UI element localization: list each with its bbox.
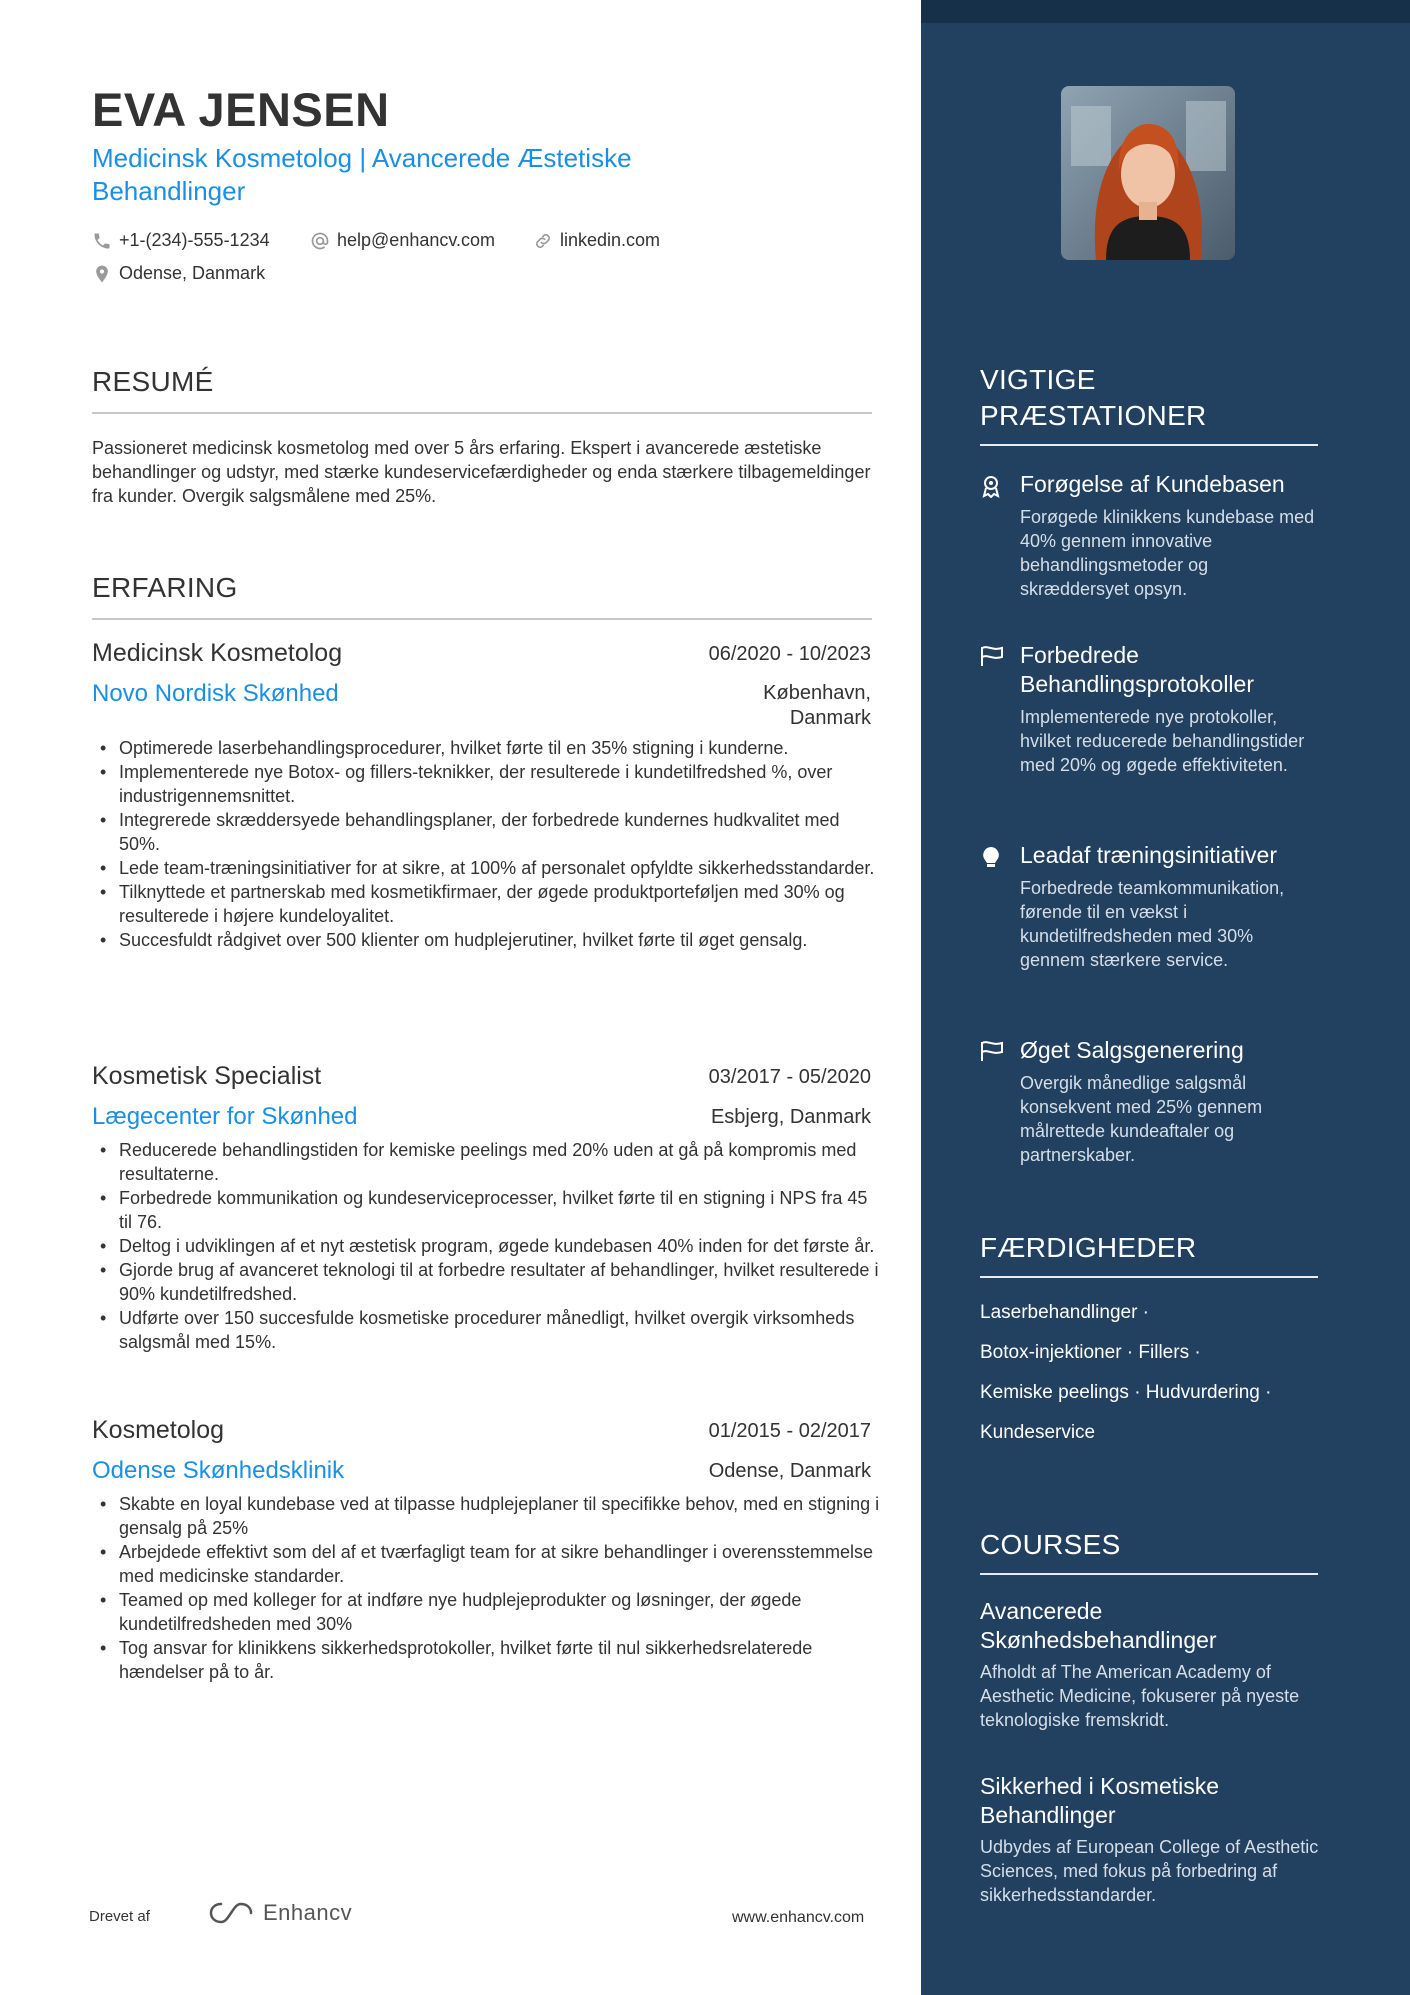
list-item: • Deltog i udviklingen af et nyt æstetisk program, øgede kundebasen 40% inden for det første år. [92, 1234, 882, 1258]
job-bullets [92, 1138, 882, 1354]
course-title: Sikkerhed i Kosmetiske Behandlinger [980, 1773, 1220, 1828]
job-location-line: Danmark [789, 707, 871, 729]
job-title: Kosmetolog [92, 1416, 225, 1444]
enhancv-brand: Enhancv [263, 1900, 353, 1925]
list-item: • Arbejdede effektivt som del af et tværfagligt team for at sikre behandlinger i overensstemmelse med medicinske standarder. [92, 1540, 882, 1588]
course-item [980, 1597, 1320, 1732]
achievements-heading: VIGTIGE PRÆSTATIONER [980, 362, 1318, 446]
skill-line: Kundeservice [980, 1422, 1096, 1443]
candidate-name: EVA JENSEN [92, 83, 390, 136]
job-dates: 03/2017 - 05/2020 [708, 1066, 871, 1088]
list-item: • Skabte en loyal kundebase ved at tilpasse hudplejeplaner til specifikke behov, med en stigning i gensalg på 25% [92, 1492, 882, 1540]
flag-icon [980, 645, 1004, 667]
achievement-item [980, 470, 1320, 601]
link-icon [533, 231, 553, 251]
experience-heading: ERFARING [92, 572, 872, 620]
course-item [980, 1772, 1320, 1907]
at-icon [310, 231, 330, 251]
achievement-item [980, 641, 1320, 777]
email-text: help@enhancv.com [337, 230, 496, 250]
list-item: • Teamed op med kolleger for at indføre nye hudplejeprodukter og løsninger, der øgede kundetilfredsheden med 30% [92, 1588, 882, 1636]
job-title: Medicinsk Kosmetolog [92, 639, 343, 667]
list-item: • Implementerede nye Botox- og fillers-teknikker, der resulterede i kundetilfredshed %, over industrigennemsnittet. [92, 760, 882, 808]
list-item: • Forbedrede kommunikation og kundeserviceprocesser, hvilket førte til en stigning i NPS fra 45 til 76. [92, 1186, 882, 1234]
candidate-title: Medicinsk Kosmetolog | Avancerede Æstetiske Behandlinger [92, 143, 632, 206]
achievement-desc: Forbedrede teamkommunikation, førende til en vækst i kundetilfredsheden med 30% gennem stærkere service. [1020, 878, 1285, 970]
job-location: Esbjerg, Danmark [710, 1106, 871, 1128]
job-title: Kosmetisk Specialist [92, 1062, 322, 1090]
courses-heading: COURSES [980, 1527, 1318, 1575]
list-item: • Optimerede laserbehandlingsprocedurer, hvilket førte til en 35% stigning i kunderne. [92, 736, 882, 760]
contact-linkedin[interactable] [533, 230, 660, 251]
list-item: • Gjorde brug af avanceret teknologi til at forbedre resultater af behandlinger, hvilket resulterede i 90% kundetilfredshed. [92, 1258, 882, 1306]
course-title: Avancerede Skønhedsbehandlinger [980, 1598, 1217, 1653]
achievement-title: Øget Salgsgenerering [1020, 1037, 1244, 1063]
job-bullets [92, 1492, 882, 1684]
achievement-title: Forbedrede Behandlingsprotokoller [1020, 642, 1254, 697]
list-item: • Tilknyttede et partnerskab med kosmetikfirmaer, der øgede produktporteføljen med 30% og resulterede i højere kundeloyalitet. [92, 880, 882, 928]
sidebar-top-bar [921, 0, 1410, 23]
lightbulb-icon [980, 845, 1002, 869]
award-icon [980, 474, 1002, 498]
job-company[interactable]: Novo Nordisk Skønhed [92, 680, 339, 707]
list-item: • Reducerede behandlingstiden for kemiske peelings med 20% uden at gå på kompromis med resultaterne. [92, 1138, 882, 1186]
job-bullets [92, 736, 882, 952]
contact-location [92, 263, 265, 284]
list-item: • Udførte over 150 succesfulde kosmetiske procedurer månedligt, hvilket overgik virksomheds salgsmål med 15%. [92, 1306, 882, 1354]
achievement-desc: Implementerede nye protokoller, hvilket reducerede behandlingstider med 20% og øgede effektiviteten. [1020, 707, 1305, 775]
linkedin-text: linkedin.com [560, 230, 661, 250]
course-desc: Udbydes af European College of Aesthetic Sciences, med fokus på forbedring af sikkerhedsstandarder. [980, 1837, 1319, 1905]
job-company[interactable]: Odense Skønhedsklinik [92, 1457, 345, 1484]
enhancv-logo-icon [207, 1900, 255, 1926]
job-location-line: København, [763, 682, 871, 704]
enhancv-logo[interactable] [207, 1900, 352, 1926]
list-item: • Succesfuldt rådgivet over 500 klienter om hudplejerutiner, hvilket førte til øget gensalg. [92, 928, 882, 952]
list-item: • Integrerede skræddersyede behandlingsplaner, der forbedrede kundernes hudkvalitet med 50%. [92, 808, 882, 856]
achievement-desc: Overgik månedlige salgsmål konsekvent med 25% gennem målrettede kundeaftaler og partnerskaber. [1020, 1073, 1263, 1165]
achievement-title: Leadaf træningsinitiativer [1020, 842, 1277, 868]
summary-heading: RESUMÉ [92, 366, 872, 414]
job-dates: 06/2020 - 10/2023 [708, 643, 871, 665]
course-desc: Afholdt af The American Academy of Aesthetic Medicine, fokuserer på nyeste teknologiske fremskridt. [980, 1662, 1300, 1730]
job-dates: 01/2015 - 02/2017 [708, 1420, 871, 1442]
location-text: Odense, Danmark [119, 263, 266, 283]
skills-heading: FÆRDIGHEDER [980, 1230, 1318, 1278]
list-item: • Lede team-træningsinitiativer for at sikre, at 100% af personalet opfyldte sikkerhedsstandarder. [92, 856, 882, 880]
list-item: • Tog ansvar for klinikkens sikkerhedsprotokoller, hvilket førte til nul sikkerhedsrelaterede hændelser på to år. [92, 1636, 882, 1684]
footer-website[interactable]: www.enhancv.com [732, 1909, 865, 1926]
contact-phone[interactable] [92, 230, 270, 251]
contact-email[interactable] [310, 230, 495, 251]
job-location: Odense, Danmark [708, 1460, 871, 1482]
summary-text: Passioneret medicinsk kosmetolog med over 5 års erfaring. Ekspert i avancerede æstetiske behandlinger og udstyr, med stærke kundeservicefærdigheder og enda stærkere tilbagemeldinger fra kunder. Overgik salgsmålene med 25%. [92, 438, 871, 506]
avatar [1061, 86, 1235, 260]
phone-icon [92, 231, 112, 251]
location-pin-icon [92, 264, 112, 284]
achievement-title: Forøgelse af Kundebasen [1020, 471, 1285, 497]
achievement-item [980, 841, 1320, 972]
achievement-item [980, 1036, 1320, 1167]
footer-powered-by: Drevet af [89, 1908, 150, 1925]
achievement-desc: Forøgede klinikkens kundebase med 40% gennem innovative behandlingsmetoder og skræddersyet opsyn. [1020, 507, 1315, 599]
skill-line: Laserbehandlinger · [980, 1302, 1150, 1323]
skill-line: Kemiske peelings · Hudvurdering · [980, 1382, 1272, 1403]
job-location [763, 681, 871, 731]
phone-text: +1-(234)-555-1234 [119, 230, 270, 250]
skill-line: Botox-injektioner · Fillers · [980, 1342, 1201, 1363]
flag-icon [980, 1040, 1004, 1062]
job-company[interactable]: Lægecenter for Skønhed [92, 1103, 358, 1130]
